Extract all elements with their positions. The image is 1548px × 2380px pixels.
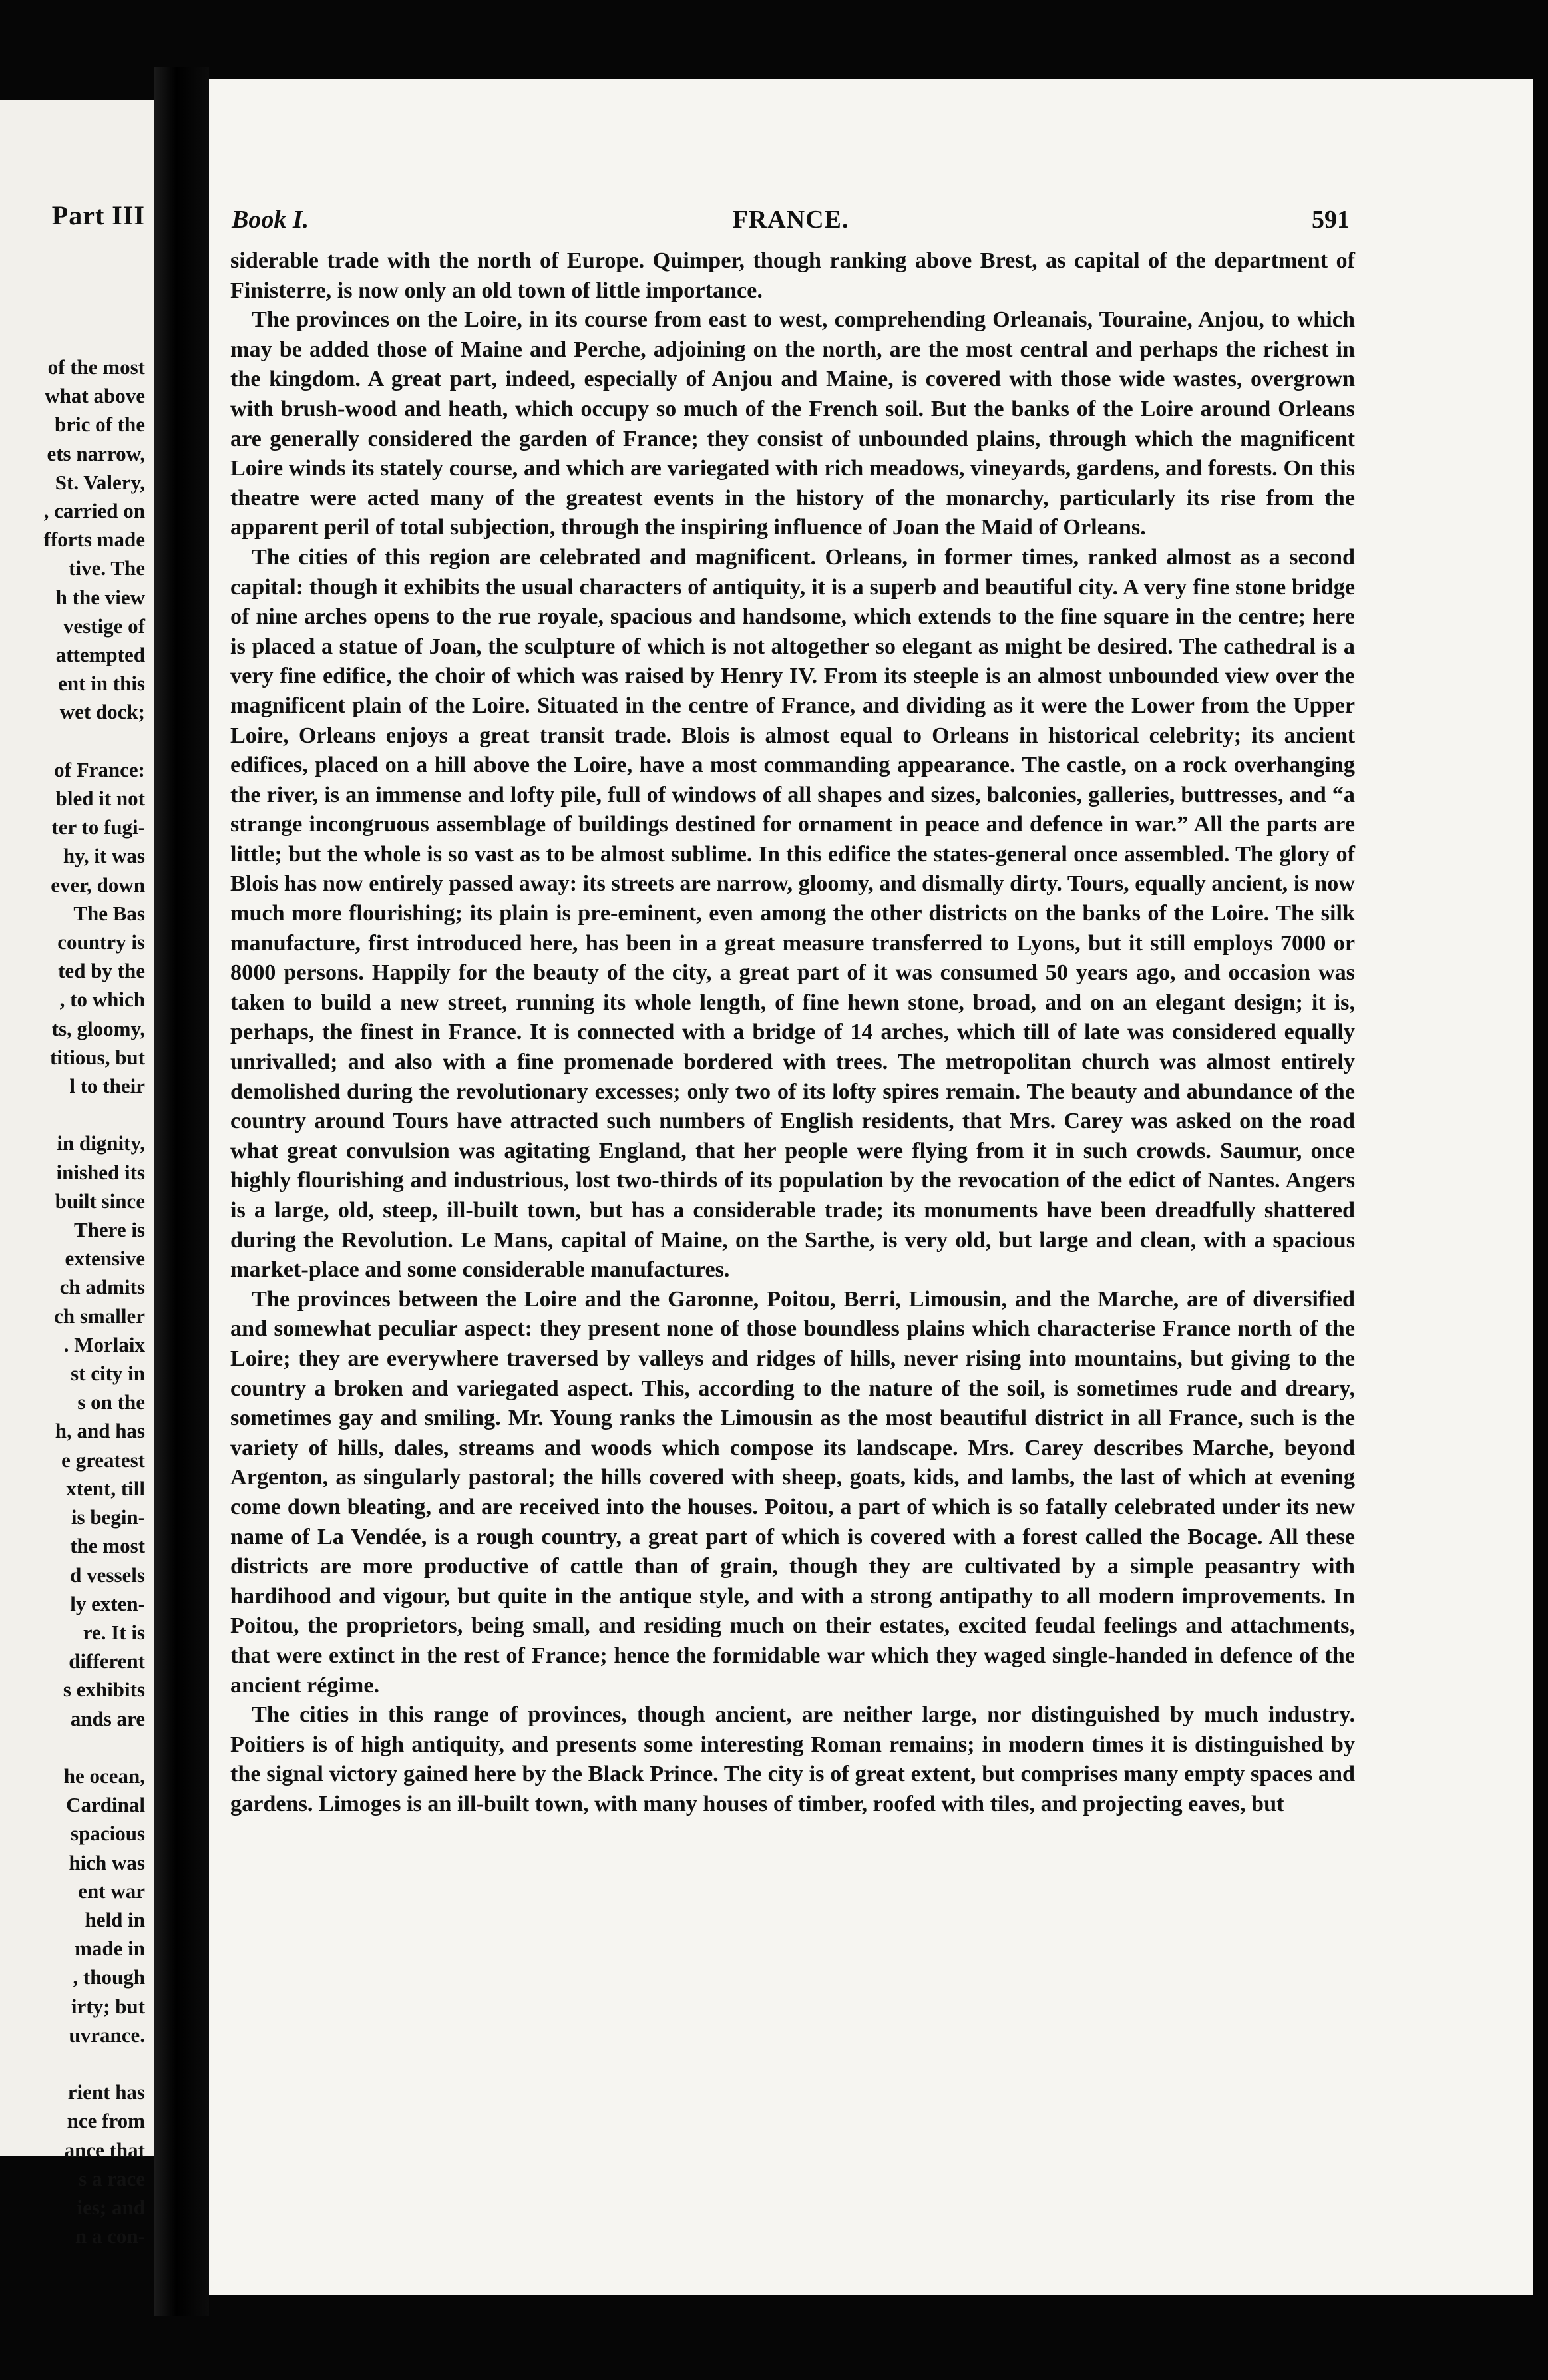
- facing-page-line: titious, but: [50, 1045, 145, 1069]
- facing-page-line: e greatest: [61, 1448, 145, 1472]
- paragraph-continuation: siderable trade with the north of Europe. Quimper, though ranking above Brest, as capital of the department of Finisterre, is now only an old town of little importance.: [230, 248, 1355, 303]
- facing-page-line: xtent, till: [66, 1476, 145, 1500]
- facing-page-line: in dignity,: [57, 1131, 145, 1155]
- facing-page-line: wet dock;: [59, 700, 145, 724]
- facing-page-line: hy, it was: [63, 844, 145, 868]
- facing-page-line: St. Valery,: [55, 470, 145, 494]
- facing-page-line: h, and has: [55, 1419, 145, 1443]
- facing-page-line: ter to fugi-: [51, 815, 145, 839]
- facing-page-line: what above: [45, 384, 145, 408]
- facing-page-line: bric of the: [54, 413, 145, 437]
- facing-page-line: fforts made: [43, 528, 145, 552]
- facing-page-line: attempted: [55, 643, 145, 667]
- facing-page-line: [0, 1733, 145, 1762]
- paragraph-central-provinces: The provinces between the Loire and the Garonne, Poitou, Berri, Limousin, and the Marche, are of diversified and somewhat peculiar aspect: they present none of those boundless plains which characterise France north of the Loire; they are everywhere traversed by valleys and ridges of hills, never rising into mountains, but giving to the country a broken and variegated aspect. This, according to the nature of the soil, is sometimes rude and dreary, sometimes gay and smiling. Mr. Young ranks the Limousin as the most beautiful district in all France, such is the variety of hills, dales, streams and woods which compose its landscape. Mrs. Carey describes Marche, beyond Argenton, as singularly pastoral; the hills covered with sheep, goats, kids, and lambs, the last of which at evening come down bleating, and are received into the houses. Poitou, a part of which is so fatally celebrated under its new name of La Vendée, is a rough country, a great part of which is covered with a forest called the Bocage. All these districts are more productive of cattle than of grain, though they are cultivated by a simple peasantry with hardihood and vigour, but quite in the antique style, and with a strong antipathy to all modern improvements. In Poitou, the proprietors, being small, and residing much on their estates, excited feudal feelings and attachments, that were extinct in the rest of France; hence the formidable war which they waged single-handed in defence of the ancient régime.: [230, 1287, 1355, 1698]
- facing-page-line: ance that: [64, 2138, 145, 2162]
- running-head: [232, 205, 1350, 238]
- facing-page-line: rient has: [67, 2081, 145, 2104]
- facing-page-line: Cardinal: [66, 1793, 145, 1817]
- facing-page-line: There is: [73, 1218, 145, 1242]
- facing-page-line: ch smaller: [54, 1304, 145, 1328]
- facing-page-line: h the view: [55, 585, 145, 609]
- facing-page-line: , to which: [59, 988, 145, 1012]
- facing-page-line: uvrance.: [69, 2023, 145, 2047]
- facing-page-line: different: [69, 1649, 145, 1673]
- facing-page-line: ent war: [78, 1879, 145, 1903]
- facing-page-line: [0, 1100, 145, 1129]
- facing-page-line: re. It is: [83, 1620, 145, 1644]
- facing-page-line: , carried on: [43, 499, 145, 523]
- facing-page-line: s exhibits: [63, 1678, 145, 1702]
- facing-page-line: ch admits: [59, 1275, 145, 1299]
- book-gutter: [154, 67, 209, 2316]
- facing-page-line: the most: [70, 1534, 145, 1558]
- facing-page-line: , though: [73, 1965, 145, 1989]
- facing-page-line: st city in: [71, 1362, 145, 1386]
- facing-page-line: ted by the: [58, 959, 145, 983]
- facing-page-line: . Morlaix: [63, 1332, 145, 1356]
- facing-page-line: tive. The: [69, 556, 145, 580]
- facing-page-line: ands are: [70, 1706, 145, 1730]
- facing-page-line: The Bas: [73, 901, 145, 925]
- facing-page-line: hich was: [69, 1850, 145, 1874]
- facing-page-line: nce from: [67, 2109, 145, 2133]
- facing-page-line: made in: [75, 1937, 145, 1961]
- book-page: [209, 79, 1533, 2295]
- facing-page-line: ies; and: [77, 2195, 145, 2219]
- facing-page-line: he ocean,: [63, 1764, 145, 1788]
- facing-page: [0, 100, 154, 2248]
- paragraph-loire-provinces: The provinces on the Loire, in its course from east to west, comprehending Orleanais, Touraine, Anjou, to which may be added those of Maine and Perche, adjoining on the north, are the most central and perhaps the richest in the kingdom. A great part, indeed, especially of Anjou and Maine, is covered with those wide wastes, overgrown with brush-wood and heath, which occupy so much of the French soil. But the banks of the Loire around Orleans are generally considered the garden of France; they consist of unbounded plains, through which the magnificent Loire winds its stately course, and which are variegated with rich meadows, vineyards, gardens, and forests. On this theatre were acted many of the greatest events in the history of the monarchy, particularly its rise from the apparent peril of total subjection, through the inspiring influence of Joan the Maid of Orleans.: [230, 307, 1355, 540]
- facing-page-line: is begin-: [71, 1505, 145, 1529]
- facing-page-header: Part III: [51, 200, 145, 230]
- facing-page-line: ent in this: [58, 672, 145, 695]
- body-text: [230, 246, 1355, 1819]
- facing-page-line: country is: [57, 930, 145, 954]
- facing-page-line: [0, 727, 145, 755]
- facing-page-line: ets narrow,: [47, 441, 145, 465]
- facing-page-line: held in: [85, 1907, 145, 1931]
- facing-page-line: of France:: [54, 757, 145, 781]
- facing-page-line: ts, gloomy,: [51, 1016, 145, 1040]
- facing-page-line: of the most: [47, 355, 145, 379]
- facing-page-line: d vessels: [70, 1563, 145, 1587]
- facing-page-line: s a race: [79, 2166, 145, 2190]
- facing-page-line: built since: [55, 1189, 145, 1213]
- facing-page-line: ever, down: [51, 873, 145, 896]
- facing-page-line: spacious: [71, 1822, 145, 1846]
- facing-page-line: extensive: [65, 1247, 145, 1271]
- running-head-title: FRANCE.: [732, 206, 849, 234]
- facing-page-line: inished its: [56, 1160, 145, 1184]
- facing-page-line: ly exten-: [70, 1591, 145, 1615]
- facing-page-line: vestige of: [63, 614, 145, 638]
- running-head-book: Book I.: [232, 206, 309, 234]
- facing-page-line: [0, 2049, 145, 2078]
- facing-page-text: [0, 353, 145, 2250]
- paragraph-loire-cities: The cities of this region are celebrated and magnificent. Orleans, in former times, ranked almost as a second capital: though it exhibits the usual characters of antiquity, it is a superb and beautiful city. A very fine stone bridge of nine arches opens to the rue royale, spacious and handsome, which extends to the fine square in the centre; here is placed a statue of Joan, the sculpture of which is not altogether so elegant as might be desired. The cathedral is a very fine edifice, the choir of which was raised by Henry IV. From its steeple is an almost unbounded view over the magnificent plain of the Loire. Situated in the centre of France, and dividing as it were the Lower from the Upper Loire, Orleans enjoys a great transit trade. Blois is almost equal to Orleans in historical celebrity; its ancient edifices, placed on a hill above the Loire, have a most commanding appearance. The castle, on a rock overhanging the river, is an immense and lofty pile, full of windows of all shapes and sizes, balconies, galleries, buttresses, and “a strange incongruous assemblage of buildings destined for ornament in peace and defence in war.” All the parts are little; but the whole is so vast as to be almost sublime. In this edifice the states-general once assembled. The glory of Blois has now entirely passed away: its streets are narrow, gloomy, and dismally dirty. Tours, equally ancient, is now much more flourishing; its plain is pre-eminent, even among the other districts on the banks of the Loire. The silk manufacture, first introduced here, has been in a great measure transferred to Lyons, but it still employs 7000 or 8000 persons. Happily for the beauty of the city, a great part of it was consumed 50 years ago, and occasion was taken to build a new street, running its whole length, of fine hewn stone, broad, and on an elegant design; it is, perhaps, the finest in France. It is connected with a bridge of 14 arches, which till of late was considered equally unrivalled; and also with a fine promenade bordered with trees. The metropolitan church was almost entirely demolished during the revolutionary excesses; only two of its lofty spires remain. The beauty and abundance of the country around Tours have attracted such numbers of English residents, that Mrs. Carey was asked on the road what great convulsion was agitating England, that her people were flying from it in such crowds. Saumur, once highly flourishing and industrious, lost two-thirds of its population by the revocation of the edict of Nantes. Angers is a large, old, steep, ill-built town, but has a considerable trade; its monuments have been dreadfully shattered during the Revolution. Le Mans, capital of Maine, on the Sarthe, is very old, but large and clean, with a spacious market-place and some considerable manufactures.: [230, 544, 1355, 1283]
- facing-page-line: irty; but: [71, 1994, 145, 2018]
- facing-page-line: bled it not: [55, 787, 145, 811]
- facing-page-line: s on the: [77, 1390, 145, 1414]
- paragraph-central-cities: The cities in this range of provinces, though ancient, are neither large, nor distinguished by much industry. Poitiers is of high antiquity, and presents some interesting Roman remains; in modern times it is distinguished by the signal victory gained here by the Black Prince. The city is of great extent, but comprises many empty spaces and gardens. Limoges is an ill-built town, with many houses of timber, roofed with tiles, and projecting eaves, but: [230, 1702, 1355, 1816]
- facing-page-line: l to their: [69, 1074, 145, 1098]
- facing-page-line: n a con-: [75, 2224, 145, 2248]
- page-number: 591: [1312, 206, 1350, 234]
